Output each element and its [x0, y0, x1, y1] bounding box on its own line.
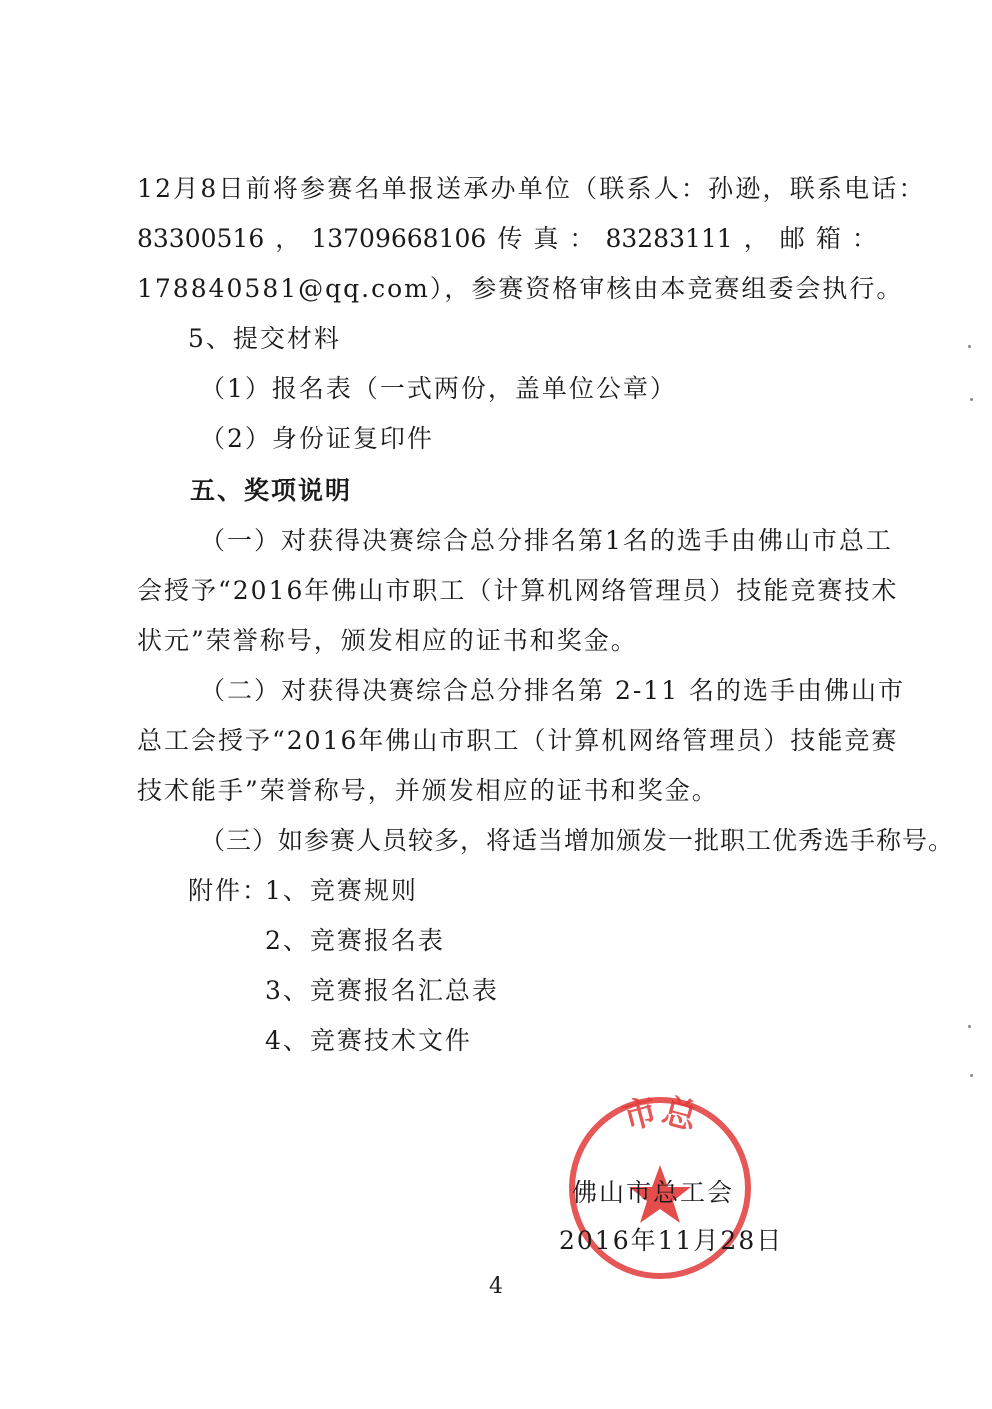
section-heading: 五、奖项说明	[190, 476, 353, 505]
mobile-number: 13709668106	[311, 224, 487, 253]
fax-label-1: 传	[497, 224, 523, 253]
attachment-item: 2、竞赛报名表	[265, 926, 445, 955]
scan-speck	[968, 345, 971, 348]
attachment-item: 1、竞赛规则	[265, 876, 418, 905]
award-2-line-3: 技术能手”荣誉称号，并颁发相应的证书和奖金。	[137, 776, 719, 805]
attachment-item: 4、竞赛技术文件	[265, 1026, 472, 1055]
contact-numbers-line	[137, 222, 877, 256]
award-2-line-2: 总工会授予“2016年佛山市职工（计算机网络管理员）技能竞赛	[137, 726, 899, 755]
page-number: 4	[489, 1274, 503, 1299]
award-1-line-1: （一）对获得决赛综合总分排名第1名的选手由佛山市总工	[200, 526, 893, 555]
phone-number: 83300516	[137, 224, 265, 253]
award-1-line-3: 状元”荣誉称号，颁发相应的证书和奖金。	[137, 626, 638, 655]
item-5-2: （2）身份证复印件	[200, 424, 434, 453]
item-5-title: 5、提交材料	[188, 324, 341, 353]
award-1-line-2: 会授予“2016年佛山市职工（计算机网络管理员）技能竞赛技术	[137, 576, 899, 605]
email-line: 178840581@qq.com），参赛资格审核由本竞赛组委会执行。	[137, 274, 904, 303]
email-label-1: 邮	[779, 224, 805, 253]
contact-line: 12月8日前将参赛名单报送承办单位（联系人：孙逊，联系电话：	[137, 174, 926, 203]
separator: ，	[743, 224, 769, 253]
seal-arc-text: 市总	[618, 1093, 702, 1139]
separator: ：	[851, 224, 877, 253]
separator: ，	[275, 224, 301, 253]
award-3: （三）如参赛人员较多，将适当增加颁发一批职工优秀选手称号。	[200, 826, 955, 855]
separator: ：	[569, 224, 595, 253]
signature-date: 2016年11月28日	[559, 1226, 784, 1255]
scan-speck	[970, 1074, 973, 1077]
fax-number: 83283111	[605, 224, 733, 253]
scan-speck	[968, 1025, 971, 1028]
signature-org: 佛山市总工会	[572, 1178, 735, 1207]
email-label-2: 箱	[815, 224, 841, 253]
attachment-item: 3、竞赛报名汇总表	[265, 976, 499, 1005]
fax-label-2: 真	[533, 224, 559, 253]
attachments-label: 附件：	[188, 876, 270, 905]
item-5-1: （1）报名表（一式两份，盖单位公章）	[200, 374, 677, 403]
scan-speck	[970, 398, 973, 401]
award-2-line-1: （二）对获得决赛综合总分排名第 2-11 名的选手由佛山市	[200, 676, 906, 705]
